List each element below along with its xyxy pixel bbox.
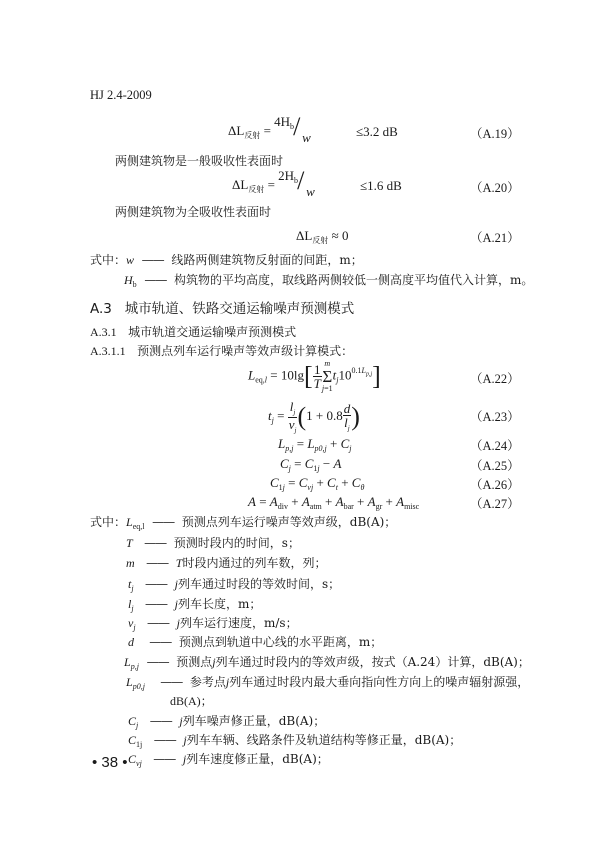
- where-desc-var: j: [212, 655, 216, 669]
- where-item: [128, 731, 461, 749]
- where-symbol: H: [124, 273, 133, 287]
- eq-den: w: [306, 184, 315, 199]
- where-desc: 列车速度修正量，dB(A)；: [186, 752, 329, 766]
- equation-a25-number: （A.25）: [470, 459, 520, 473]
- where-item: [128, 575, 340, 593]
- where-desc-pre: 预测点: [176, 655, 213, 669]
- equation-a20-number: （A.20）: [470, 181, 520, 195]
- where-desc: 预测点列车运行噪声等效声级，dB(A)；: [181, 515, 397, 529]
- where-item: [128, 712, 325, 730]
- where-symbol: L: [126, 515, 133, 529]
- where-symbol: C: [128, 714, 137, 728]
- section-title: 城市轨道、铁路交通运输噪声预测模式: [124, 301, 355, 317]
- eq-lhs-sub: 反射: [312, 236, 329, 245]
- equation-a20: $\Delta L_{反射}$ = $2H_b$ / w: [232, 172, 318, 200]
- where-desc: 列车通过时段内的等效声级，按式（A.24）计算，dB(A)；: [215, 655, 530, 669]
- subsection-heading-a31: [90, 323, 296, 340]
- where-dash: ——: [149, 635, 172, 649]
- equation-a21-number: （A.21）: [470, 231, 520, 245]
- where-symbol-sub: b: [132, 280, 137, 289]
- where-desc: 构筑物的平均高度，取线路两侧较低一侧高度平均值代入计算，m。: [173, 273, 534, 287]
- equation-a26: $C_{1j} = C_{vj} + C_t + C_\theta$: [270, 475, 365, 492]
- where-item: [124, 653, 530, 671]
- where-desc: 列车通过时段的等效时间，s；: [178, 577, 341, 591]
- equation-a20-limit: ≤1.6 dB: [360, 178, 402, 193]
- subsubsection-title: 预测点列车运行噪声等效声级计算模式：: [137, 344, 354, 358]
- where-desc: 时段内通过的列车数，列；: [182, 556, 327, 570]
- caption-general-absorbing: 两侧建筑物是一般吸收性表面时: [115, 154, 284, 168]
- where-symbol: m: [126, 556, 135, 570]
- equation-a26-number: （A.26）: [470, 478, 520, 492]
- where-item: [90, 513, 396, 531]
- where-dash: ——: [145, 597, 168, 611]
- where-desc: 列车运行速度，m/s；: [180, 616, 298, 630]
- where-desc: 线路两侧建筑物反射面的间距，m；: [171, 253, 363, 267]
- where-desc-continuation: dB(A)；: [170, 694, 213, 708]
- equation-a27: $A = A_{div} + A_{atm} + A_{bar} + A_{gr} + A_{misc}$: [248, 494, 420, 511]
- where-dash: ——: [149, 714, 172, 728]
- where-dash: ——: [153, 733, 176, 747]
- page-number: • 38 •: [92, 754, 128, 771]
- eq-num-sub: b: [290, 122, 295, 131]
- where-prefix: 式中：: [90, 515, 127, 529]
- eq-num: 2H: [278, 168, 295, 183]
- where-desc: 列车长度，m；: [178, 597, 262, 611]
- equation-a19: $\Delta L_{反射}$ = $4H_b$ / w: [228, 118, 314, 146]
- slash-fraction: $2H_b$ / w: [278, 166, 315, 199]
- where-symbol: L: [124, 655, 131, 669]
- where-symbol: l: [128, 597, 132, 611]
- where-symbol-sub: eq,l: [132, 522, 145, 531]
- where-desc: 列车通过时段内最大垂向指向性方向上的噪声辐射源强，: [229, 675, 530, 689]
- subsubsection-number: A.3.1.1: [90, 344, 126, 358]
- where-symbol: d: [128, 635, 134, 649]
- where-item: [126, 534, 300, 551]
- equation-a21: [296, 228, 348, 246]
- eq-lhs-sub: 反射: [244, 130, 261, 140]
- where-desc: 预测时段内的时间，s；: [173, 536, 300, 550]
- equation-a24-number: （A.24）: [470, 439, 520, 453]
- where-prefix: 式中：: [90, 253, 127, 267]
- eq-lhs: ΔL: [232, 176, 249, 192]
- equation-a23: $t_j$ = $\frac{l_j}{v_j}$ (1 + 0.8 $\frac{d}{l_j}$ ): [268, 399, 360, 435]
- where-item: [126, 554, 326, 571]
- equation-a19-limit: ≤3.2 dB: [356, 124, 398, 139]
- where-item: [124, 271, 533, 289]
- where-symbol-sub: j: [133, 623, 136, 632]
- where-desc-var: j: [179, 714, 183, 728]
- equation-a19-number: （A.19）: [470, 127, 520, 141]
- slash-fraction: $4H_b$ / w: [274, 112, 311, 145]
- where-symbol-sub: j: [131, 584, 134, 593]
- where-desc: 列车车辆、线路条件及轨道结构等修正量，dB(A)；: [186, 733, 462, 747]
- equation-a22-number: （A.22）: [470, 372, 520, 386]
- where-symbol: C: [128, 733, 137, 747]
- equation-a23-number: （A.23）: [470, 410, 520, 424]
- where-symbol: T: [126, 536, 133, 550]
- where-dash: ——: [145, 577, 168, 591]
- subsection-number: A.3.1: [90, 325, 117, 339]
- eq-lhs: ΔL: [296, 228, 313, 243]
- where-item: [126, 673, 529, 691]
- where-dash: ——: [141, 253, 164, 267]
- where-symbol: w: [126, 253, 135, 267]
- where-dash: ——: [160, 675, 183, 689]
- where-symbol-sub: j: [131, 604, 134, 613]
- where-desc-var: j: [174, 577, 179, 591]
- where-symbol-sub: vj: [136, 759, 142, 768]
- where-symbol-sub: p,j: [130, 662, 139, 671]
- caption-full-absorbing: 两侧建筑物为全吸收性表面时: [115, 205, 272, 219]
- section-number: A.3: [90, 301, 112, 317]
- where-desc-var: j: [174, 597, 179, 611]
- where-symbol: L: [126, 675, 133, 689]
- where-dash: ——: [144, 273, 167, 287]
- where-item: [128, 633, 382, 650]
- where-desc-pre: 参考点: [189, 675, 226, 689]
- where-item: [128, 595, 261, 613]
- section-heading-a3: [90, 297, 354, 317]
- where-dash: ——: [144, 536, 167, 550]
- where-desc-var: j: [176, 616, 180, 630]
- eq-rhs: ≈ 0: [331, 228, 349, 243]
- eq-lhs-sub: 反射: [248, 184, 265, 194]
- where-desc: 列车噪声修正量，dB(A)；: [182, 714, 326, 728]
- where-item: [128, 614, 298, 632]
- where-symbol: t: [128, 577, 132, 591]
- where-symbol-sub: j: [136, 721, 139, 730]
- where-desc-var: j: [182, 752, 187, 766]
- subsubsection-heading-a311: [90, 342, 353, 359]
- eq-num-sub: b: [294, 176, 299, 185]
- eq-lhs: ΔL: [228, 122, 245, 138]
- where-symbol-sub: 1j: [136, 740, 143, 749]
- equation-a27-number: （A.27）: [470, 497, 520, 511]
- where-desc-var: j: [225, 675, 230, 689]
- where-dash: ——: [146, 556, 169, 570]
- where-dash: ——: [146, 655, 169, 669]
- where-symbol: C: [128, 752, 137, 766]
- where-symbol-sub: p0,j: [132, 682, 145, 691]
- where-item: [90, 251, 363, 268]
- where-desc-var: j: [183, 733, 187, 747]
- where-desc: 预测点到轨道中心线的水平距离，m；: [178, 635, 383, 649]
- eq-num: 4H: [274, 114, 291, 129]
- subsection-title: 城市轨道交通运输噪声预测模式: [128, 325, 297, 339]
- eq-den: w: [302, 130, 311, 145]
- equation-a25: $C_j = C_{1j} - A$: [280, 456, 342, 473]
- where-dash: ——: [153, 752, 176, 766]
- equation-a22: $L_{eq,l} = 10\lg$[ $\frac{1}{T}$ m Σ $j=1t_j10^{0.1L_{p,j}}$]: [248, 359, 381, 393]
- where-dash: ——: [147, 616, 170, 630]
- where-desc-var: T: [175, 556, 183, 570]
- where-item: [128, 750, 329, 768]
- standard-code-header: HJ 2.4-2009: [90, 88, 152, 102]
- where-symbol: v: [128, 616, 134, 630]
- equation-a24: $L_{p,j} = L_{p0,j} + C_j$: [278, 436, 352, 453]
- where-dash: ——: [152, 515, 175, 529]
